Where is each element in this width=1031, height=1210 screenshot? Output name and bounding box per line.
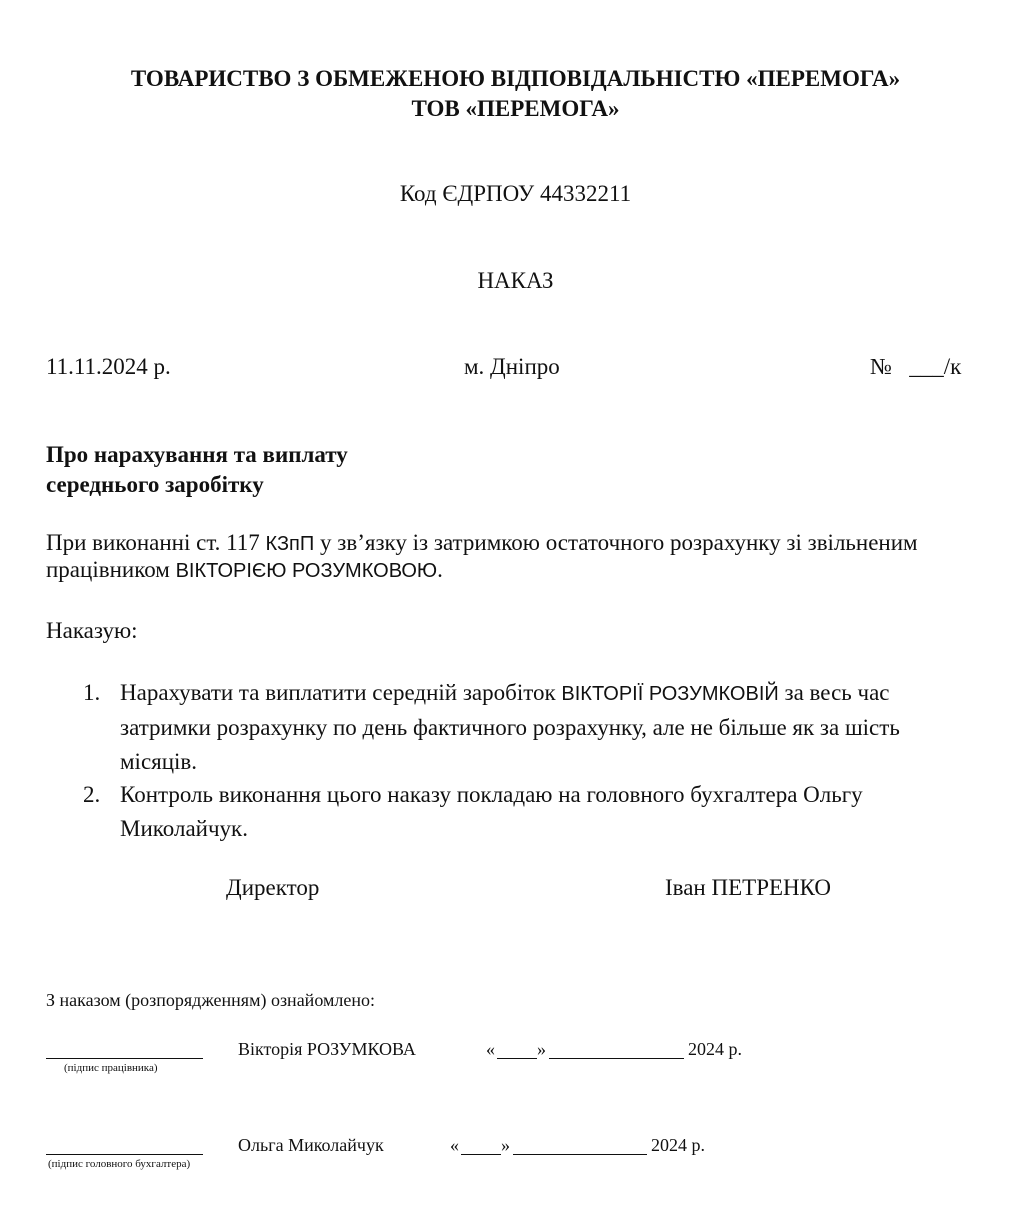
- edrpou-code: Код ЄДРПОУ 44332211: [399, 181, 632, 206]
- ack-date-open: «: [450, 1135, 459, 1155]
- day-line: [497, 1058, 537, 1059]
- document-city: м. Дніпро: [464, 354, 560, 379]
- month-line: [549, 1058, 684, 1059]
- month-line: [513, 1154, 647, 1155]
- day-line: [461, 1154, 501, 1155]
- list-item-number: 2.: [83, 782, 101, 807]
- signature-caption: (підпис головного бухгалтера): [48, 1158, 191, 1170]
- preamble-line-2: [46, 556, 443, 585]
- ack-person: Ольга Миколайчук: [238, 1135, 384, 1155]
- order-word: Наказую:: [46, 618, 138, 643]
- list-item-number: 1.: [83, 680, 101, 705]
- preamble-line2-end: .: [437, 557, 443, 582]
- acknowledgement-heading: З наказом (розпорядженням) ознайомлено:: [46, 990, 375, 1010]
- signature-caption: (підпис працівника): [64, 1062, 158, 1074]
- preamble-line2-text: працівником: [46, 557, 176, 582]
- signature-line: [46, 1154, 203, 1155]
- ack-date-open: «: [486, 1039, 495, 1059]
- preamble-text: При виконанні ст. 117: [46, 530, 266, 555]
- org-full-name: ТОВАРИСТВО З ОБМЕЖЕНОЮ ВІДПОВІДАЛЬНІСТЮ «ПЕРЕМОГА»: [130, 66, 901, 91]
- ack-date-close: »: [537, 1039, 546, 1059]
- list-item: Контроль виконання цього наказу покладаю на головного бухгалтера Ольгу Миколайчук.: [120, 782, 863, 841]
- org-short-name: ТОВ «ПЕРЕМОГА»: [411, 96, 620, 121]
- preamble-code: КЗпП: [265, 533, 315, 555]
- document-type: НАКАЗ: [477, 268, 554, 293]
- number-label: №: [870, 354, 892, 379]
- document-date: 11.11.2024 р.: [46, 354, 171, 379]
- item-text-cont: за весь час затримки розрахунку по день фактичного розрахунку, але не більше як за шість місяців.: [120, 680, 900, 774]
- ack-date-close: »: [501, 1135, 510, 1155]
- subject-line-1: Про нарахування та виплату: [46, 442, 348, 467]
- preamble-text-cont: у зв’язку із затримкою остаточного розрахунку зі звільненим: [314, 530, 918, 555]
- ack-year: 2024 р.: [651, 1135, 705, 1155]
- signature-name: Іван ПЕТРЕНКО: [665, 875, 832, 900]
- document-number: [870, 354, 961, 380]
- signature-line: [46, 1058, 203, 1059]
- list-item: [120, 676, 960, 779]
- ack-person: Вікторія РОЗУМКОВА: [238, 1039, 416, 1059]
- preamble-employee: ВІКТОРІЄЮ РОЗУМКОВОЮ: [175, 560, 438, 582]
- item-text: Нарахувати та виплатити середній заробіток: [120, 680, 562, 705]
- ack-year: 2024 р.: [688, 1039, 742, 1059]
- item-employee-name: ВІКТОРІЇ РОЗУМКОВІЙ: [561, 683, 779, 705]
- signature-position: Директор: [226, 875, 320, 900]
- preamble-line-1: [46, 529, 918, 558]
- subject-line-2: середнього заробітку: [46, 472, 264, 497]
- number-blank: ___/к: [909, 354, 962, 379]
